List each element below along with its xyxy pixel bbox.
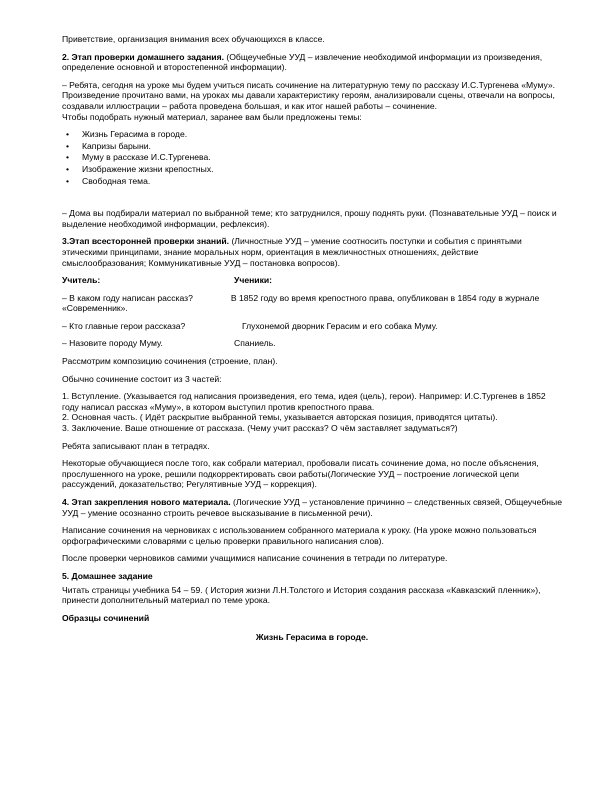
stage-2-text: (Общеучебные УУД – извлечение необходимой информации из произведения, определение основной и второстепенной информации). bbox=[62, 51, 543, 73]
list-item: • Свободная тема. bbox=[66, 175, 151, 186]
document-page bbox=[62, 34, 562, 650]
students-label: Ученики: bbox=[234, 275, 273, 286]
samples-title: Образцы сочинений bbox=[62, 612, 150, 623]
bullet-icon: • bbox=[66, 129, 70, 140]
dialogue-row-3 bbox=[62, 338, 562, 349]
teacher-label: Учитель: bbox=[62, 275, 101, 286]
stage-4-title: 4. Этап закрепления нового материала. bbox=[62, 497, 231, 507]
bullet-icon: • bbox=[66, 163, 70, 174]
plan-note: Ребята записывают план в тетрадях. bbox=[62, 440, 210, 451]
teacher-question: – В каком году написан рассказ? bbox=[62, 292, 193, 303]
homework-paragraph: Читать страницы учебника 54 – 59. ( История жизни Л.Н.Толстого и История создания рассказа «Кавказский пленник»), принести дополнительный материал по теме урока. bbox=[62, 584, 541, 606]
composition-paragraph: Рассмотрим композицию сочинения (строение, план). bbox=[62, 356, 278, 367]
plan-item-1: 1. Вступление. (Указывается год написания произведения, его тема, идея (цель), герои). Например: И.С.Тургенев в 1852 году написал рассказ «Муму», в котором выступил против крепостного права. bbox=[62, 391, 546, 412]
teacher-question: – Кто главные герои рассказа? bbox=[62, 320, 186, 331]
stage-4-paragraph bbox=[62, 497, 562, 518]
dialogue-header bbox=[62, 275, 562, 286]
student-answer: Спаниель. bbox=[234, 338, 276, 349]
drafts-paragraph: Некоторые обучающиеся после того, как собрали материал, пробовали писать сочинение дома, но после объяснения, прослушенного на уроке, решили подкорректировать свои работы(Логические УУД – построение логической цепи рассуждений, доказательство; Регулятивные УУД – коррекция). bbox=[62, 458, 539, 490]
final-writing-paragraph: После проверки черновиков самими учащимися написание сочинения в тетради по литературе. bbox=[62, 553, 448, 564]
stage-2-paragraph bbox=[62, 52, 562, 73]
dialogue-row-1 bbox=[62, 293, 562, 314]
list-item: • Изображение жизни крепостных. bbox=[66, 163, 214, 174]
plan-item-2: 2. Основная часть. ( Идёт раскрытие выбранной темы, указывается авторская позиция, приводятся цитаты). bbox=[62, 412, 498, 423]
list-item: • Жизнь Герасима в городе. bbox=[66, 129, 188, 140]
list-item: • Капризы барыни. bbox=[66, 140, 151, 151]
topics-list bbox=[62, 129, 562, 186]
greeting-paragraph: Приветствие, организация внимания всех обучающихся в классе. bbox=[62, 34, 325, 44]
stage-2-title: 2. Этап проверки домашнего задания. bbox=[62, 51, 224, 62]
parts-intro: Обычно сочинение состоит из 3 частей: bbox=[62, 373, 222, 384]
bullet-icon: • bbox=[66, 140, 70, 151]
student-answer: Глухонемой дворник Герасим и его собака Муму. bbox=[242, 320, 438, 331]
essay-plan bbox=[62, 391, 562, 433]
stage-4-text: (Логические УУД – установление причинно – следственных связей, Общеучебные УУД – умение осознанно строить речевое высказывание в письменной речи). bbox=[62, 497, 562, 518]
stage-3-text: (Личностные УУД – умение соотносить поступки и события с принятыми этическими принципами, знание моральных норм, ориентация в межличностных отношениях, действие смыслообразования; Коммуникативные УУД – постановка вопросов). bbox=[62, 236, 522, 268]
student-answer: В 1852 году во время крепостного права, опубликован в 1854 году в журнале «Современник». bbox=[62, 292, 540, 314]
dialogue-row-2 bbox=[62, 321, 562, 332]
stage-5-title: 5. Домашнее задание bbox=[62, 570, 153, 581]
stage-3-title: 3.Этап всесторонней проверки знаний. bbox=[62, 236, 230, 247]
bullet-icon: • bbox=[66, 175, 70, 186]
homework-check-paragraph: – Дома вы подбирали материал по выбранной теме; кто затруднился, прошу поднять руки. (Познавательные УУД – поиск и выделение необходимой информации, рефлексия). bbox=[62, 208, 557, 229]
topics-intro: Чтобы подобрать нужный материал, заранее вам были предложены темы: bbox=[62, 111, 362, 122]
stage-3-paragraph bbox=[62, 236, 562, 268]
list-item: • Муму в рассказе И.С.Тургенева. bbox=[66, 152, 211, 163]
draft-writing-paragraph: Написание сочинения на черновиках с использованием собранного материала к уроку. (На уроке можно пользоваться орфографическими словарями с целью проверки правильного написания слов). bbox=[62, 525, 537, 546]
teacher-question: – Назовите породу Муму. bbox=[62, 338, 163, 349]
plan-item-3: 3. Заключение. Ваше отношение от рассказа. (Чему учит рассказ? О чём заставляет задуматься?) bbox=[62, 423, 458, 434]
intro-paragraph: – Ребята, сегодня на уроке мы будем учиться писать сочинение на литературную тему по рассказу И.С.Тургенева «Муму». Произведение прочитано вами, на уроках мы давали характеристику героям, анализировали сцены, отвечали на вопросы, создавали иллюстрации – работа проведена большая, и как итог нашей работы – сочинение. bbox=[62, 79, 556, 111]
essay-title: Жизнь Герасима в городе. bbox=[255, 632, 369, 643]
bullet-icon: • bbox=[66, 152, 70, 163]
